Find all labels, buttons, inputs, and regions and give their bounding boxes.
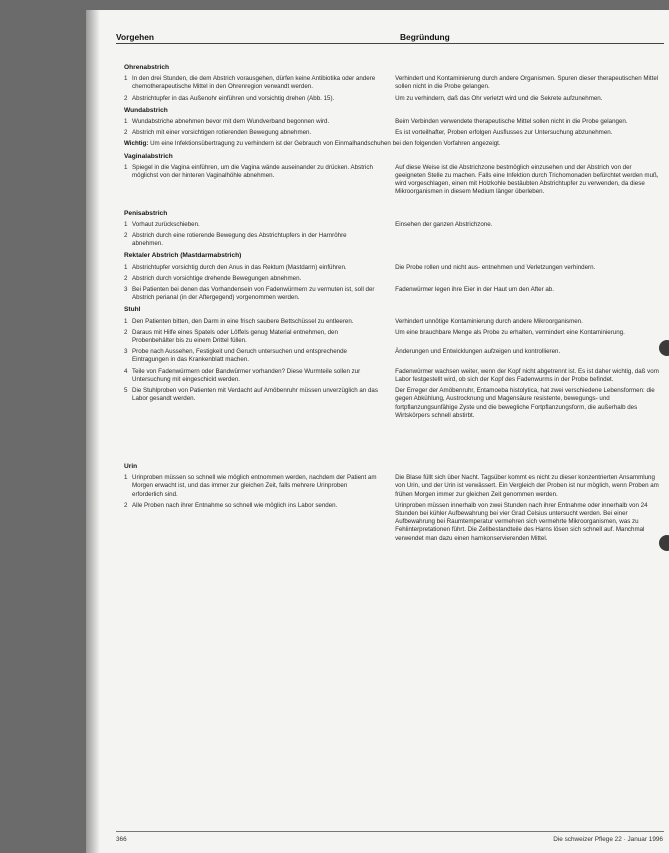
table-row [124,75,662,91]
row-reason: Änderungen und Entwicklungen aufzeigen und kontrollieren. [395,348,561,356]
row-procedure: Abstrichtupfer vorsichtig durch den Anus in das Rektum (Mastdarm) einführen. [132,263,347,271]
table-row [124,348,662,364]
table-row [124,232,662,248]
note-label: Wichtig: [124,140,149,148]
row-number: 2 [124,274,128,282]
table-row [124,387,662,420]
row-number: 2 [124,328,128,336]
section-title-urin: Urin [124,462,138,470]
footer-source: Die schweizer Pflege 22 · Januar 1996 [553,836,663,843]
header-rule [116,43,664,44]
row-procedure: Urinproben müssen so schnell wie möglich entnommen werden, nachdem der Patient am Morgen erwacht ist, und das immer zur gleichen Zeit, falls mehrere Urinproben erforderlich sind. [132,474,377,498]
table-row [124,318,662,326]
row-procedure: Spiegel in die Vagina einführen, um die Vagina wände auseinander zu drücken. Abstrich möglichst von der hinteren Vaginalhöhle abnehmen. [132,163,373,180]
row-reason: Urinproben müssen innerhalb von zwei Stunden nach ihrer Entnahme oder innerhalb von 24 Stunden bei kühler Aufbewahrung bei vier Grad Celsius untersucht werden. Bei einer Aufbewahrung bei Raumtemperatur vermehren sich vermehrte Mikroorganismen, was zu Fehlinterpretationen führt. Die Zellbestandteile des Harns lösen sich schnell auf. Manchmal verwendet man dazu einen harnkonservierenden Mittel. [395,501,648,542]
row-reason: Fadenwürmer legen ihre Eier in der Haut um den After ab. [395,286,554,294]
table-row [124,368,662,384]
footer-rule [116,831,664,832]
row-number: 2 [124,232,128,240]
row-number: 3 [124,286,128,294]
row-procedure: Daraus mit Hilfe eines Spatels oder Löffels genug Material entnehmen, den Probenbehälter bis zu einem Drittel füllen. [132,328,338,345]
section-title-wundabstrich: Wundabstrich [124,106,168,114]
row-number: 1 [124,163,128,171]
header-begruendung: Begründung [400,32,450,42]
punch-hole-bottom [659,535,669,551]
row-number: 2 [124,129,128,137]
row-reason: Die Probe rollen und nicht aus- entnehmen und Verletzungen verhindern. [395,263,596,271]
row-number: 1 [124,263,128,271]
page-number: 366 [116,836,127,843]
row-reason [385,232,662,248]
row-procedure: Probe nach Aussehen, Festigkeit und Geruch untersuchen und entsprechende Eintragungen in das Krankenblatt machen. [132,348,347,364]
row-reason: Fadenwürmer wachsen weiter, wenn der Kopf nicht abgetrennt ist. Es ist daher wichtig, daß vom Labor festgestellt wird, ob sich der Kopf des Fadenwurms in der Probe befindet. [395,367,659,383]
row-number: 2 [124,501,128,509]
row-procedure: Abstrich durch vorsichtige drehende Bewegungen abnehmen. [132,274,302,282]
punch-hole-top [659,340,669,356]
row-reason: Um eine brauchbare Menge als Probe zu erhalten, vermindert eine Kontaminierung. [395,328,625,336]
row-reason: Einsehen der ganzen Abstrichzone. [395,220,493,228]
section-title-ohrenabstrich: Ohrenabstrich [124,64,170,71]
section-title-penisabstrich: Penisabstrich [124,209,168,217]
table-row [124,264,662,272]
table-row [124,474,662,499]
section-title-vaginalabstrich: Vaginalabstrich [124,152,173,160]
table-row [124,164,662,197]
table-row [124,502,662,543]
row-procedure: Vorhaut zurückschieben. [132,220,200,228]
row-procedure: Bei Patienten bei denen das Vorhandensein von Fadenwürmern zu vermuten ist, soll der Abstrich perianal (in der Aftergegend) vorgenommen werden. [132,286,375,302]
row-number: 1 [124,118,128,126]
row-reason: Beim Verbinden verwendete therapeutische Mittel sollen nicht in die Probe gelangen. [395,118,628,126]
header-vorgehen: Vorgehen [116,32,155,42]
row-procedure: Den Patienten bitten, den Darm in eine frisch saubere Bettschüssel zu entleeren. [132,317,354,325]
row-number: 3 [124,348,128,356]
row-reason: Verhindert unnötige Kontaminierung durch andere Mikroorganismen. [395,317,583,325]
section-title-stuhl: Stuhl [124,306,141,314]
row-reason: Auf diese Weise ist die Abstrichzone bestmöglich einzusehen und der Abstrich von der geeigneten Stelle zu machen. Falls eine Infektion durch Trichomonaden befürchtet werden muß, wird vorgeschlagen, einen mit Holzkohle bestäubten Abstrichtupfer zu verwenden, da diese Mikroorganismen in diesem Medium länger überleben. [395,163,659,196]
table-body [124,60,662,546]
row-number: 2 [124,94,128,102]
row-number: 5 [124,387,128,395]
row-procedure: Teile von Fadenwürmern oder Bandwürmer vorhanden? Diese Wurmteile sollen zur Untersuchung mit eingeschickt werden. [132,367,361,383]
row-procedure: Alle Proben nach ihrer Entnahme so schnell wie möglich ins Labor senden. [132,501,338,509]
row-procedure: Abstrichtupfer in das Außenohr einführen und vorsichtig drehen (Abb. 15). [132,94,335,102]
row-number: 1 [124,474,128,482]
note-text: Um eine Infektionsübertragung zu verhindern ist der Gebrauch von Einmalhandschuhen bei den folgenden Vorfahren angezeigt. [150,140,501,148]
table-row [124,275,662,283]
row-procedure: Abstrich mit einer vorsichtigen rotierenden Bewegung abnehmen. [132,129,312,137]
row-reason: Es ist vorteilhafter, Proben erfolgen Ausflusses zur Untersuchung abzunehmen. [395,129,613,137]
table-row [124,118,662,126]
row-reason: Die Blase füllt sich über Nacht. Tagsüber kommt es nicht zu dieser konzentrierten Ansammlung von Urin, und der Urin ist verwässert. Ein Vergleich der Proben ist nur möglich, wenn Proben am frühen Morgen immer zur gleichen Zeit genommen werden. [395,474,659,498]
table-row [124,95,662,103]
row-procedure: Wundabstriche abnehmen bevor mit dem Wundverband begonnen wird. [132,118,330,126]
row-number: 1 [124,317,128,325]
row-procedure: Die Stuhlproben von Patienten mit Verdacht auf Amöbenruhr müssen unverzüglich an das Labor gesandt werden. [132,387,378,403]
table-row [124,329,662,345]
row-number: 1 [124,220,128,228]
document-page [86,10,669,853]
table-row [124,286,662,302]
table-row [124,221,662,229]
row-number: 4 [124,367,128,375]
row-procedure: Abstrich durch eine rotierende Bewegung des Abstrichtupfers in der Harnröhre abnehmen. [132,232,347,248]
row-procedure: In den drei Stunden, die dem Abstrich vorausgehen, dürfen keine Antibiotika oder andere chemotherapeutische Mittel in den Ohrenregion verwandt werden. [132,75,376,91]
section-title-rektaler-abstrich: Rektaler Abstrich (Mastdarmabstrich) [124,252,242,260]
row-number: 1 [124,75,128,83]
row-reason: Um zu verhindern, daß das Ohr verletzt wird und die Sekrete aufzunehmen. [395,94,603,102]
table-row [124,129,662,137]
important-note [124,140,662,148]
row-reason [385,275,662,283]
row-reason: Der Erreger der Amöbenruhr, Entamoeba histolytica, hat zwei verschiedene Lebensformen: die gegen Abkühlung, Austrocknung und Magensäure resistente, bewegungs- und fortpflanzungsunfähige Zyste und die bewegliche Fortpflanzungsform, die außerhalb des Wirtskörpers schnell abstirbt. [395,387,655,419]
row-reason: Verhindert und Kontaminierung durch andere Organismen. Spuren dieser therapeutischen Mittel sollen nicht in die Probe gelangen. [395,75,659,91]
